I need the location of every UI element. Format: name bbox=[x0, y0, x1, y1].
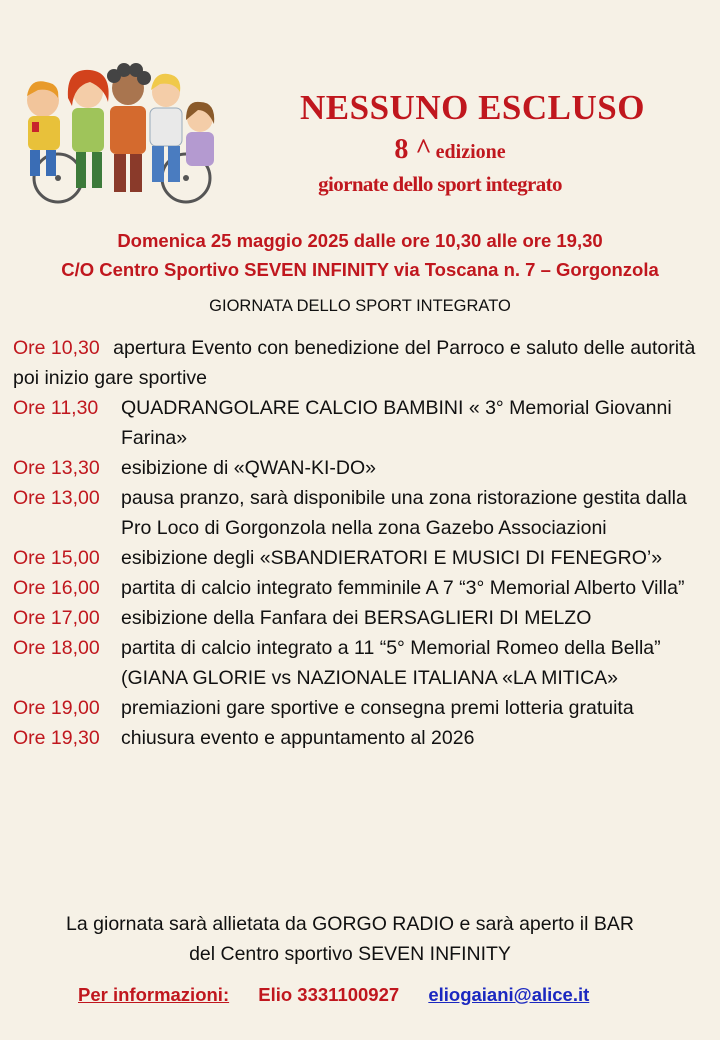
contact-info bbox=[78, 980, 698, 1010]
schedule-time: Ore 19,00 bbox=[13, 697, 100, 719]
schedule-item bbox=[13, 543, 713, 573]
location-line: C/O Centro Sportivo SEVEN INFINITY via Toscana n. 7 – Gorgonzola bbox=[61, 259, 659, 280]
schedule-time: Ore 13,30 bbox=[13, 457, 100, 479]
schedule-text: premiazioni gare sportive e consegna premi lotteria gratuita bbox=[121, 697, 634, 719]
schedule-item bbox=[13, 633, 713, 693]
section-title: GIORNATA DELLO SPORT INTEGRATO bbox=[209, 297, 511, 315]
edition-number: 8 ^ bbox=[394, 134, 432, 165]
schedule-item bbox=[13, 393, 713, 453]
schedule-text: esibizione degli «SBANDIERATORI E MUSICI DI FENEGRO’» bbox=[121, 547, 663, 569]
schedule-text: pausa pranzo, sarà disponibile una zona ristorazione gestita dalla Pro Loco di Gorgonzola nella zona Gazebo Associazioni bbox=[121, 487, 687, 539]
schedule-text: chiusura evento e appuntamento al 2026 bbox=[121, 727, 475, 749]
schedule-text: partita di calcio integrato a 11 “5° Memorial Romeo della Bella” (GIANA GLORIE vs NAZIONALE ITALIANA «LA MITICA» bbox=[121, 637, 661, 689]
schedule-time: Ore 11,30 bbox=[13, 397, 99, 419]
edition-word: edizione bbox=[435, 141, 506, 163]
schedule-text: partita di calcio integrato femminile A 7 “3° Memorial Alberto Villa” bbox=[121, 577, 685, 599]
info-label: Per informazioni: bbox=[78, 984, 230, 1005]
contact-phone: Elio 3331100927 bbox=[258, 984, 400, 1005]
event-title: NESSUNO ESCLUSO bbox=[300, 88, 645, 127]
closing-line-1: La giornata sarà allietata da GORGO RADIO e sarà aperto il BAR bbox=[66, 913, 634, 935]
schedule-text: esibizione della Fanfara dei BERSAGLIERI DI MELZO bbox=[121, 607, 592, 629]
schedule-item bbox=[13, 573, 713, 603]
schedule-item bbox=[13, 723, 713, 753]
schedule-time: Ore 16,00 bbox=[13, 577, 100, 599]
schedule-list bbox=[13, 333, 713, 753]
schedule-time: Ore 19,30 bbox=[13, 727, 100, 749]
closing-line-2: del Centro sportivo SEVEN INFINITY bbox=[189, 943, 511, 965]
schedule-item bbox=[13, 693, 713, 723]
event-details bbox=[0, 226, 720, 284]
child-curly-hair bbox=[107, 63, 151, 192]
schedule-item bbox=[13, 483, 713, 543]
edition-line bbox=[300, 133, 600, 171]
schedule-item bbox=[13, 603, 713, 633]
contact-email-link[interactable]: eliogaiani@alice.it bbox=[428, 984, 590, 1005]
schedule-text: esibizione di «QWAN-KI-DO» bbox=[121, 457, 377, 479]
schedule-item bbox=[13, 453, 713, 483]
children-group-illustration bbox=[8, 58, 228, 208]
child-girl bbox=[186, 102, 214, 166]
schedule-time: Ore 18,00 bbox=[13, 637, 100, 659]
schedule-time: Ore 10,30 bbox=[13, 337, 100, 359]
schedule-text: QUADRANGOLARE CALCIO BAMBINI « 3° Memorial Giovanni Farina» bbox=[121, 397, 672, 449]
schedule-item bbox=[13, 333, 713, 393]
schedule-time: Ore 13,00 bbox=[13, 487, 100, 509]
event-subtitle: giornate dello sport integrato bbox=[318, 172, 562, 196]
wheelchair-left bbox=[34, 154, 82, 202]
schedule-time: Ore 15,00 bbox=[13, 547, 100, 569]
schedule-time: Ore 17,00 bbox=[13, 607, 100, 629]
date-line: Domenica 25 maggio 2025 dalle ore 10,30 alle ore 19,30 bbox=[117, 230, 603, 251]
closing-note bbox=[0, 909, 700, 969]
child-red-hair bbox=[68, 70, 109, 188]
schedule-text: apertura Evento con benedizione del Parroco e saluto delle autorità poi inizio gare sportive bbox=[13, 337, 696, 389]
child-left bbox=[27, 81, 60, 176]
